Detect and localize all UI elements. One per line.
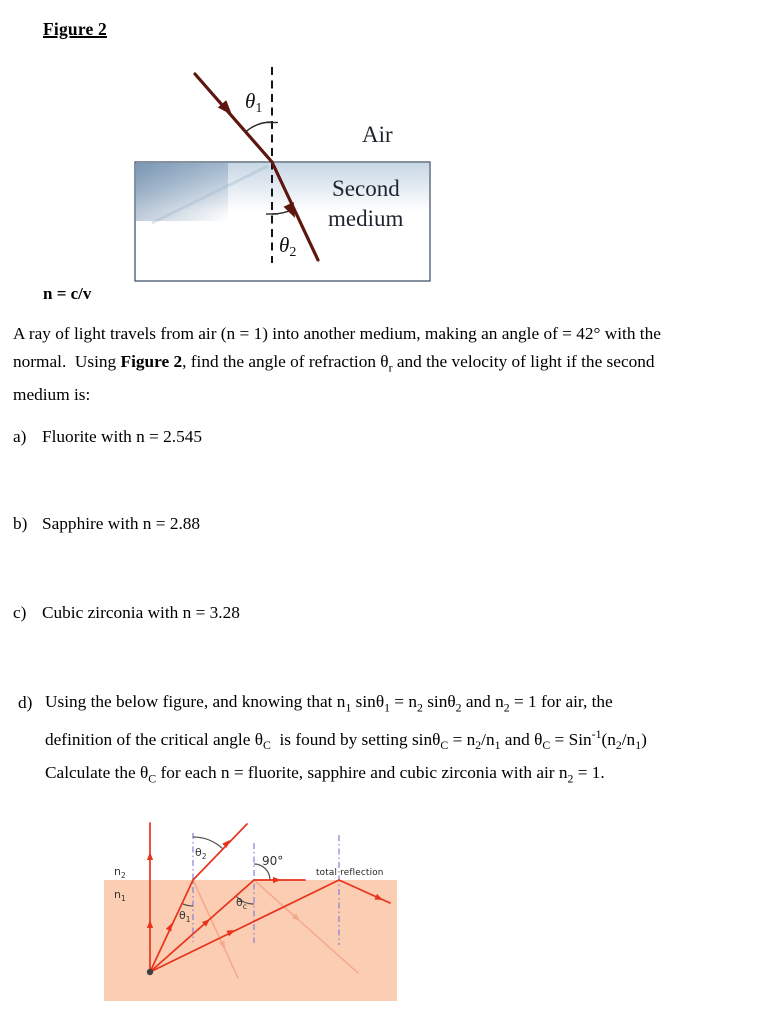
- item-c-text: Cubic zirconia with n = 3.28: [42, 603, 240, 622]
- item-d-calculate-line: Calculate the $\theta_C$ for each n = fluorite, sapphire and cubic zirconia with air $n_2 = 1$.: [45, 763, 605, 786]
- critical-angle-diagram: [100, 818, 400, 1008]
- light-source-point: [147, 969, 153, 975]
- item-c-marker: c): [13, 603, 27, 622]
- item-b-marker: b): [13, 514, 28, 533]
- critical-angle-label: $\theta_c$: [236, 896, 247, 911]
- intro-line-2: normal. Using Figure 2, find the angle of refraction $\theta_r$ and the velocity of light if the second: [13, 351, 655, 374]
- n2-label: $n_2$: [114, 865, 126, 880]
- item-a-text: Fluorite with n = 2.545: [42, 427, 202, 446]
- item-d-marker: d): [18, 693, 33, 712]
- theta2-label: $\theta_2$: [195, 846, 207, 861]
- figure2-diagram: [128, 60, 438, 288]
- theta2-ray-arrowhead: [222, 838, 232, 848]
- intro-line-1: A ray of light travels from air (n = 1) into another medium, making an angle of = 42° with the: [13, 324, 661, 343]
- index-of-refraction-formula: n = c/v: [43, 284, 92, 303]
- second-medium-label-line2: medium: [328, 206, 404, 231]
- theta1-label: θ1: [245, 89, 263, 116]
- n1-label: $n_1$: [114, 888, 126, 903]
- dense-medium-region: [104, 880, 397, 1001]
- item-d-line-1: Using the below figure, and knowing that $n_1$ $\sin\theta_1 = n_2$ sinθ$_2$ and $n_2 = 1$ for air, the: [45, 692, 613, 715]
- theta1-angle-arc: [246, 122, 273, 132]
- item-a-marker: a): [13, 427, 27, 446]
- total-reflection-label: total reflection: [316, 868, 384, 878]
- item-b-text: Sapphire with n = 2.88: [42, 514, 201, 533]
- intro-line-3: medium is:: [13, 385, 91, 405]
- air-label: Air: [362, 122, 393, 147]
- incident-ray: [195, 74, 272, 162]
- item-d-line-2: definition of the critical angle $\theta_C$ is found by setting $\sin\theta_C = n_2/n_1$ and $\theta_C = Sin^{-1}(n_2/n_1)$: [45, 727, 647, 753]
- vertical-ray-arrowhead-upper: [147, 852, 153, 860]
- ninety-degrees-label: 90°: [262, 854, 284, 868]
- problem-intro: [13, 320, 661, 409]
- theta2-label: θ2: [279, 233, 297, 260]
- second-medium-label-line1: Second: [332, 176, 400, 201]
- figure2-heading: Figure 2: [43, 19, 107, 39]
- item-d: [0, 689, 767, 760]
- theta1-label: $\theta_1$: [179, 909, 191, 924]
